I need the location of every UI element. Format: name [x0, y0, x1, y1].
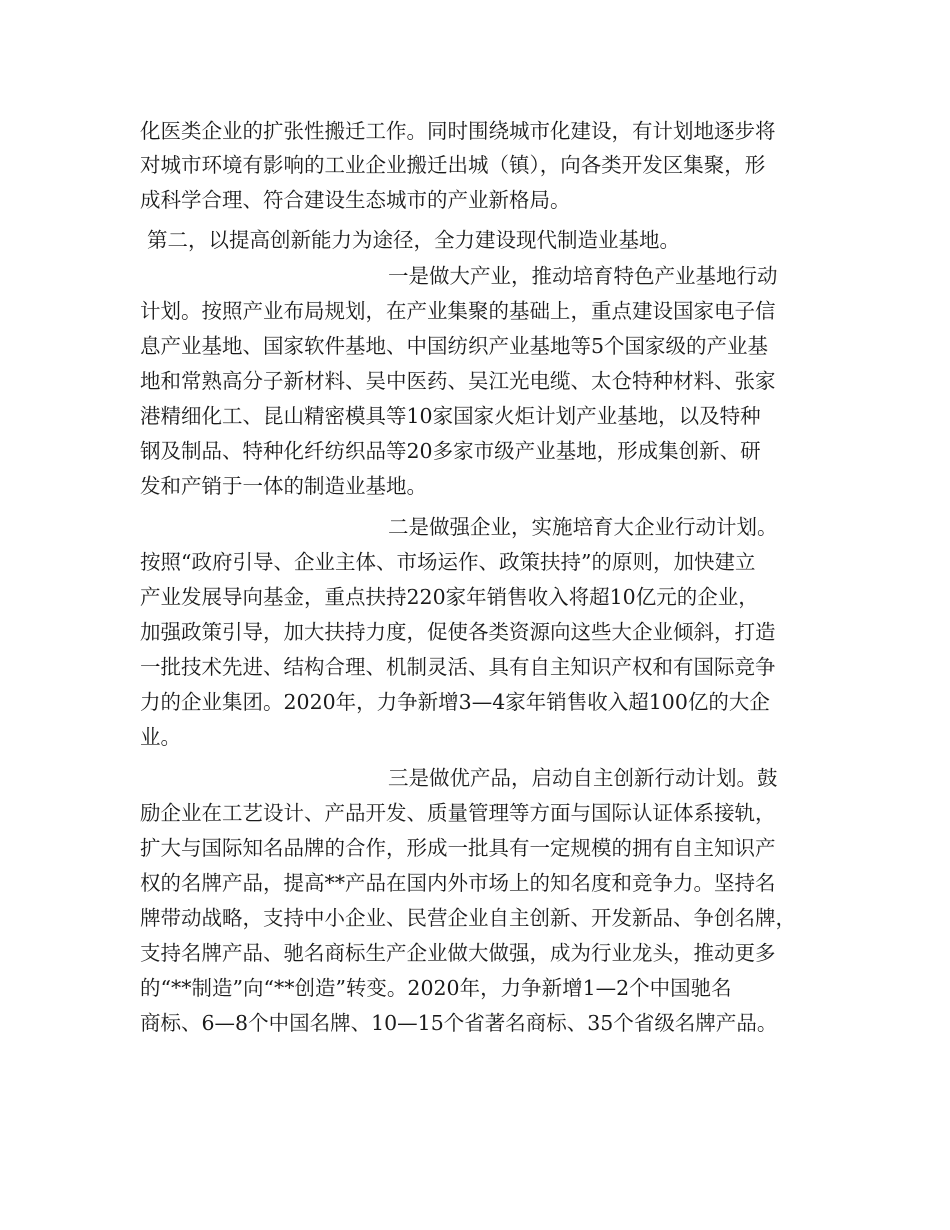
text-line: 业。	[140, 725, 181, 749]
text-line: 产业发展导向基金，重点扶持220家年销售收入将超10亿元的企业，	[140, 585, 759, 609]
text-line: 力的企业集团。2020年，力争新增3—4家年销售收入超100亿的大企	[140, 690, 770, 714]
paragraph-lead: 二是做强企业，实施培育大企业行动计划。	[388, 515, 778, 539]
section-heading: 第二，以提高创新能力为途径，全力建设现代制造业基地。	[147, 228, 680, 252]
text-line: 商标、6—8个中国名牌、10—15个省著名商标、35个省级名牌产品。	[140, 1011, 778, 1035]
text-line: 支持名牌产品、驰名商标生产企业做大做强，成为行业龙头，推动更多	[140, 941, 776, 965]
text-line: 化医类企业的扩张性搬迁工作。同时围绕城市化建设，有计划地逐步将	[140, 119, 776, 143]
text-line: 港精细化工、昆山精密模具等10家国家火炬计划产业基地，以及特种	[140, 404, 761, 428]
text-line: 对城市环境有影响的工业企业搬迁出城（镇），向各类开发区集聚，形	[140, 153, 766, 177]
text-line: 一批技术先进、结构合理、机制灵活、具有自主知识产权和有国际竞争	[140, 655, 776, 679]
text-line: 牌带动战略，支持中小企业、民营企业自主创新、开发新品、争创名牌，	[140, 906, 796, 930]
text-line: 地和常熟高分子新材料、吴中医药、吴江光电缆、太仓特种材料、张家	[140, 369, 776, 393]
text-line: 按照“政府引导、企业主体、市场运作、政策扶持”的原则，加快建立	[140, 550, 756, 574]
text-line: 的“**制造”向“**创造”转变。2020年，力争新增1—2个中国驰名	[140, 976, 732, 1000]
text-line: 计划。按照产业布局规划，在产业集聚的基础上，重点建设国家电子信	[140, 299, 776, 323]
text-line: 钢及制品、特种化纤纺织品等20多家市级产业基地，形成集创新、研	[140, 439, 761, 463]
text-line: 发和产销于一体的制造业基地。	[140, 474, 427, 498]
text-line: 励企业在工艺设计、产品开发、质量管理等方面与国际认证体系接轨，	[140, 801, 776, 825]
paragraph-lead: 一是做大产业，推动培育特色产业基地行动	[388, 264, 778, 288]
paragraph-lead: 三是做优产品，启动自主创新行动计划。鼓	[388, 766, 778, 790]
text-line: 加强政策引导，加大扶持力度，促使各类资源向这些大企业倾斜，打造	[140, 620, 776, 644]
text-line: 权的名牌产品，提高**产品在国内外市场上的知名度和竞争力。坚持名	[140, 871, 776, 895]
text-line: 扩大与国际知名品牌的合作，形成一批具有一定规模的拥有自主知识产	[140, 836, 776, 860]
text-line: 成科学合理、符合建设生态城市的产业新格局。	[140, 188, 571, 212]
text-line: 息产业基地、国家软件基地、中国纺织产业基地等5个国家级的产业基	[140, 334, 769, 358]
